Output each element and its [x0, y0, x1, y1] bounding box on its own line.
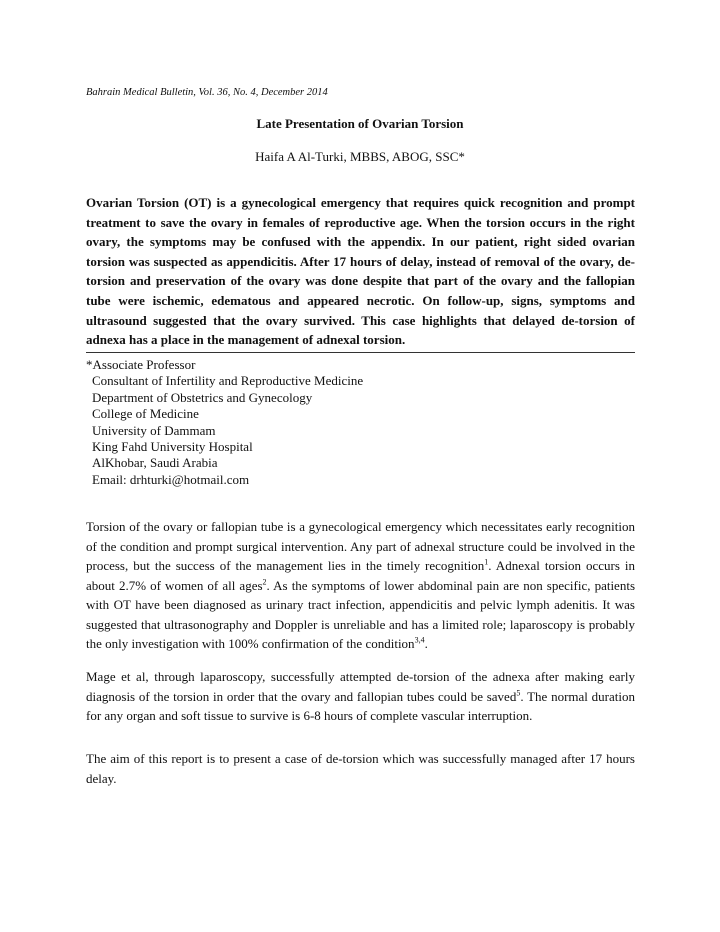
affiliation-line: University of Dammam: [92, 422, 216, 438]
text-segment: . The normal duration for any organ and soft tissue to survive is 6-8 hours of complete vascular interruption.: [86, 688, 635, 723]
affiliation-line: Consultant of Infertility and Reproductive Medicine: [92, 373, 364, 389]
affiliation-line: King Fahd University Hospital: [92, 439, 253, 455]
running-header: Bahrain Medical Bulletin, Vol. 36, No. 4, December 2014: [86, 87, 328, 98]
affiliation-email: Email: drhturki@hotmail.com: [92, 471, 250, 487]
affiliation-line: College of Medicine: [92, 406, 199, 422]
article-title: Late Presentation of Ovarian Torsion: [256, 116, 464, 131]
text-segment: . Adnexal torsion occurs in about 2.7% of women of all ages: [86, 558, 635, 593]
citation-ref: 2: [262, 577, 267, 587]
text-segment: .: [424, 636, 428, 651]
body-paragraph-intro: [86, 517, 635, 654]
citation-ref: 3,4: [414, 635, 425, 645]
affiliation-line: Department of Obstetrics and Gynecology: [92, 389, 313, 405]
affiliation-position: *Associate Professor: [86, 357, 196, 372]
author-line: Haifa A Al-Turki, MBBS, ABOG, SSC*: [255, 149, 465, 164]
affiliation-block: [86, 357, 635, 488]
text-segment: Mage et al, through laparoscopy, successfully attempted de-torsion of the adnexa after making early diagnosis of the torsion in order that the ovary and fallopian tubes could be saved: [86, 669, 635, 704]
text-segment: . As the symptoms of lower abdominal pain are non specific, patients with OT have been diagnosed as urinary tract infection, appendicitis and pelvic lymph adenitis. It was suggested that ultrasonography and Doppler is unreliable and has a limited role; laparoscopy is probably the only investigation with 100% confirmation of the condition: [86, 577, 635, 651]
body-paragraph-mage: [86, 667, 635, 726]
footnote-divider: [86, 352, 635, 353]
affiliation-line: AlKhobar, Saudi Arabia: [92, 455, 218, 471]
citation-ref: 1: [484, 557, 489, 567]
text-segment: Torsion of the ovary or fallopian tube is a gynecological emergency which necessitates early recognition of the condition and prompt surgical intervention. Any part of adnexal structure could be involved in the process, but the success of the management lies in the timely recognition: [86, 519, 635, 573]
abstract: Ovarian Torsion (OT) is a gynecological emergency that requires quick recognition and prompt treatment to save the ovary in females of reproductive age. When the torsion occurs in the right ovary, the symptoms may be confused with the appendix. In our patient, right sided ovarian torsion was suspected as appendicitis. After 17 hours of delay, instead of removal of the ovary, de-torsion and preservation of the ovary was done despite that part of the ovary and the fallopian tube were ischemic, edematous and appeared necrotic. On follow-up, signs, symptoms and ultrasound suggested that the ovary survived. This case highlights that delayed de-torsion of adnexa has a place in the management of adnexal torsion.: [86, 195, 635, 348]
body-paragraph-aim: The aim of this report is to present a case of de-torsion which was successfully managed after 17 hours delay.: [86, 751, 635, 786]
citation-ref: 5: [516, 688, 521, 698]
